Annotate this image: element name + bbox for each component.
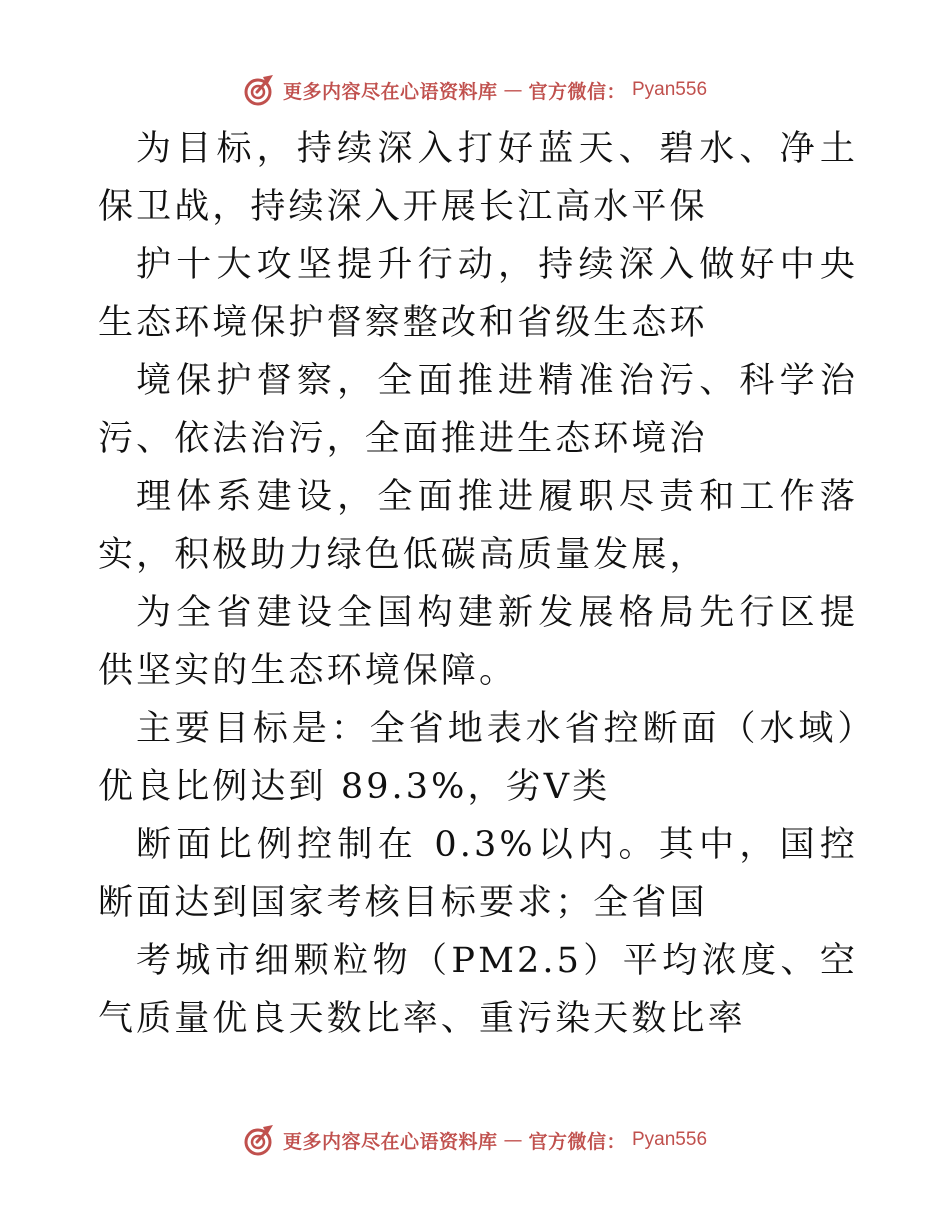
footer-watermark: [0, 1120, 950, 1160]
watermark-wechat-id: Pyan556: [632, 79, 708, 100]
watermark-wechat-id: Pyan556: [632, 1129, 708, 1150]
watermark-separator: —: [503, 1129, 523, 1151]
paragraph: 护十大攻坚提升行动，持续深入做好中央生态环境保护督察整改和省级生态环: [98, 245, 858, 343]
document-body: [98, 120, 858, 1048]
paragraph: 考城市细颗粒物（PM2.5）平均浓度、空气质量优良天数比率、重污染天数比率: [98, 941, 858, 1039]
watermark-site-text: 更多内容尽在心语资料库: [282, 80, 498, 103]
paragraph: 为全省建设全国构建新发展格局先行区提供坚实的生态环境保障。: [98, 593, 858, 691]
paragraph: 断面比例控制在 0.3%以内。其中，国控断面达到国家考核目标要求；全省国: [98, 825, 858, 923]
paragraph: 为目标，持续深入打好蓝天、碧水、净土保卫战，持续深入开展长江高水平保: [98, 129, 858, 227]
red-pen-swirl-logo-icon: [243, 1123, 277, 1157]
paragraph: 主要目标是：全省地表水省控断面（水域）优良比例达到 89.3%，劣Ⅴ类: [98, 709, 858, 807]
paragraph: 境保护督察，全面推进精准治污、科学治污、依法治污，全面推进生态环境治: [98, 361, 858, 459]
watermark-official-label: 官方微信：: [528, 80, 626, 103]
header-watermark: [0, 70, 950, 110]
red-pen-swirl-logo-icon: [243, 73, 277, 107]
watermark-site-text: 更多内容尽在心语资料库: [282, 1130, 498, 1153]
paragraph: 理体系建设，全面推进履职尽责和工作落实，积极助力绿色低碳高质量发展，: [98, 477, 858, 575]
watermark-separator: —: [503, 79, 523, 101]
watermark-official-label: 官方微信：: [528, 1130, 626, 1153]
